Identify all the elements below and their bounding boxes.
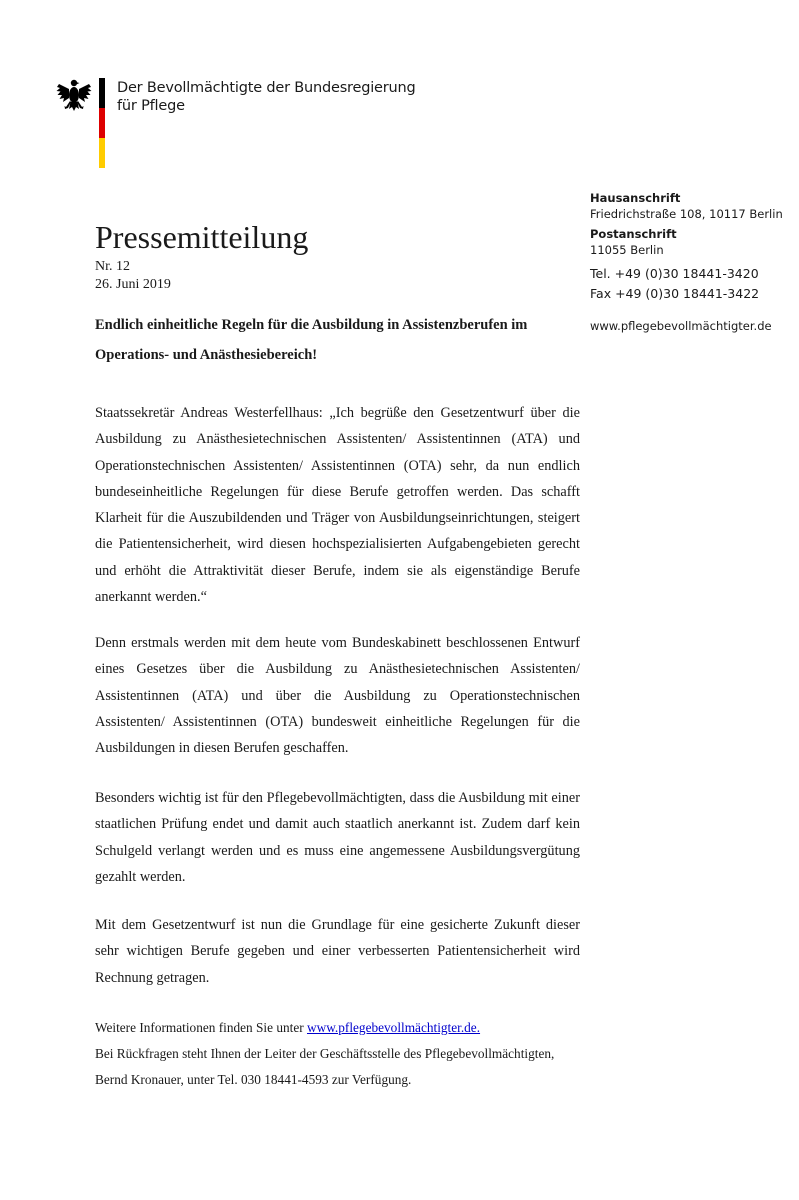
fax: Fax +49 (0)30 18441-3422 [590,286,760,301]
contact-line-1: Bei Rückfragen steht Ihnen der Leiter der Geschäftsstelle des Pflegebevollmächtigten, [95,1046,555,1061]
postanschrift-value: 11055 Berlin [590,243,664,257]
website-link[interactable]: www.pflegebevollmächtigter.de [590,319,772,333]
contact-block [590,190,783,334]
info-prefix: Weitere Informationen finden Sie unter [95,1020,307,1035]
hausanschrift-label: Hausanschrift [590,191,681,205]
press-date: 26. Juni 2019 [95,277,171,292]
paragraph-conclusion: Mit dem Gesetzentwurf ist nun die Grundlage für eine gesicherte Zukunft dieser sehr wichtigen Berufe gegeben und einer verbesserten Patientensicherheit wird Rechnung getragen. [95,917,580,986]
postanschrift-label: Postanschrift [590,227,677,241]
paragraph-quote: Staatssekretär Andreas Westerfellhaus: „Ich begrüße den Gesetzentwurf über die Ausbildung zu Anästhesietechnischen Assistenten/ Assistentinnen (ATA) und Operationstechnischen Assistenten/ Assistentinnen (OTA) sehr, da nun endlich bundeseinheitliche Regelungen für diese Berufe getroffen werden. Das schafft Klarheit für die Auszubildenden und Träger von Ausbildungseinrichtungen, steigert die Patientensicherheit, wird diesen hochspezialisierten Aufgabengebieten gerecht und erhöht die Attraktivität dieser Berufe, indem sie als eigenständige Berufe anerkannt werden.“ [95,405,580,606]
flag-stripe-red [99,108,105,138]
federal-eagle-icon [56,78,92,118]
telephone: Tel. +49 (0)30 18441-3420 [590,266,759,281]
org-line-2: für Pflege [117,98,185,114]
paragraph-importance: Besonders wichtig ist für den Pflegebevollmächtigten, dass die Ausbildung mit einer staatlichen Prüfung endet und damit auch staatlich anerkannt ist. Zudem darf kein Schulgeld verlangt werden und es muss eine angemessene Ausbildungsvergütung gezahlt werden. [95,790,580,885]
organization-name [117,79,416,115]
headline: Endlich einheitliche Regeln für die Ausbildung in Assistenzberufen im Operations- und Anästhesiebereich! [95,317,528,363]
footer-info [95,1015,595,1093]
hausanschrift-value: Friedrichstraße 108, 10117 Berlin [590,207,783,221]
contact-line-2: Bernd Kronauer, unter Tel. 030 18441-4593 zur Verfügung. [95,1072,412,1087]
info-link[interactable]: www.pflegebevollmächtigter.de. [306,1020,481,1035]
flag-stripe-black [99,78,105,108]
flag-bar [99,78,105,168]
info-line [95,1015,595,1041]
paragraph-cabinet: Denn erstmals werden mit dem heute vom Bundeskabinett beschlossenen Entwurf eines Gesetzes über die Ausbildung zu Anästhesietechnischen Assistenten/ Assistentinnen (ATA) und über die Ausbildung zu Operationstechnischen Assistenten/ Assistentinnen (OTA) bundesweit einheitliche Regelungen für die Ausbildungen in diesen Berufen geschaffen. [95,635,580,757]
page-title: Pressemitteilung [95,219,309,255]
flag-stripe-gold [99,138,105,168]
org-line-1: Der Bevollmächtigte der Bundesregierung [117,80,416,96]
press-number: Nr. 12 [95,259,130,274]
